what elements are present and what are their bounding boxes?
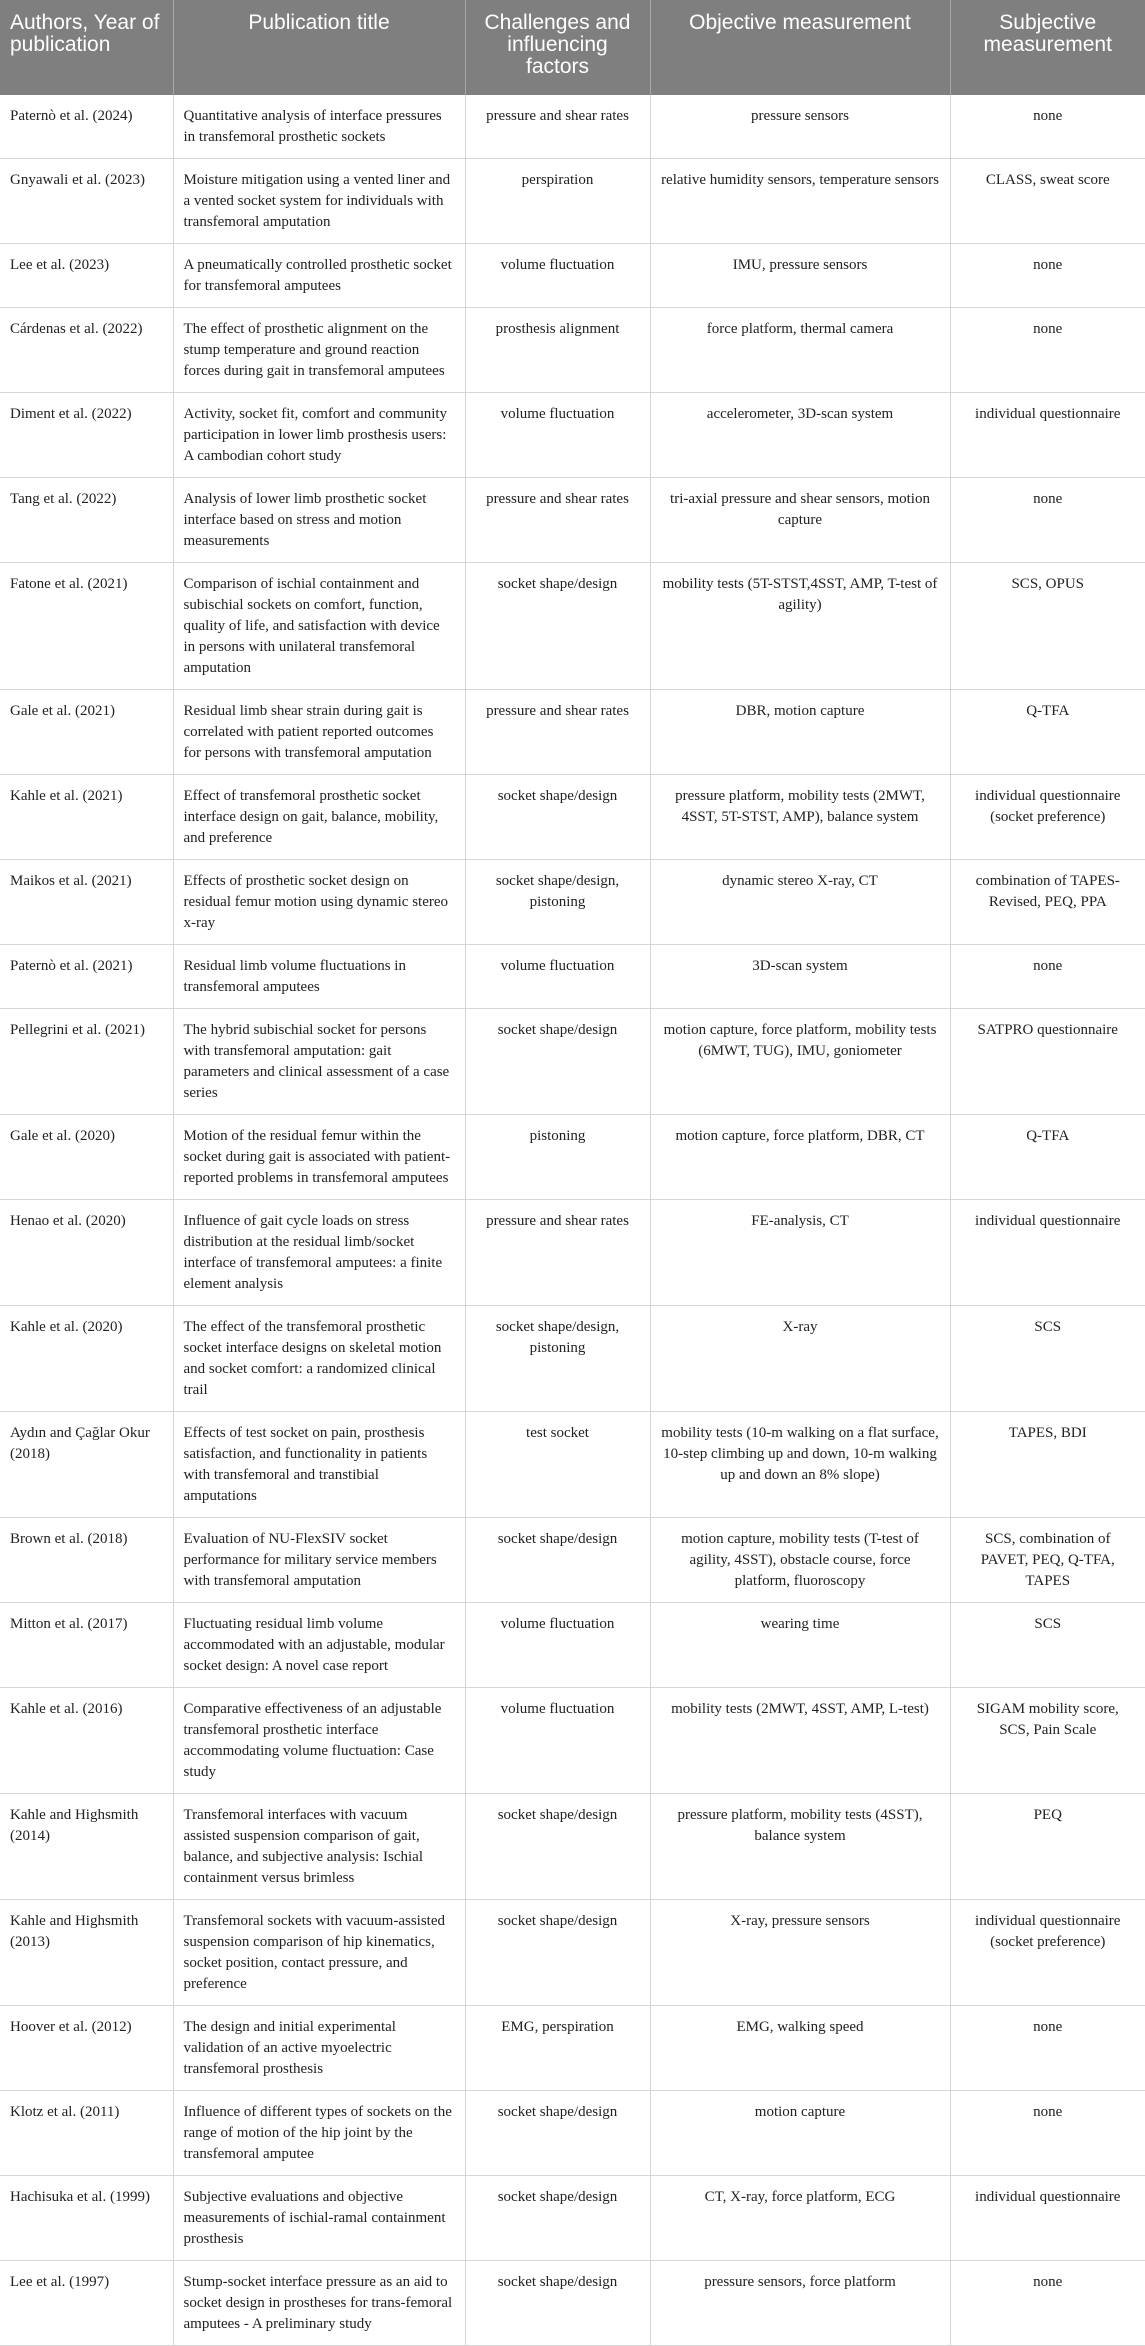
subjective-cell: CLASS, sweat score <box>950 159 1145 244</box>
challenges-cell: socket shape/design <box>465 1794 650 1900</box>
title-cell: The design and initial experimental validation of an active myoelectric transfemoral prosthesis <box>173 2006 465 2091</box>
title-cell: The effect of the transfemoral prosthetic socket interface designs on skeletal motion and socket comfort: a randomized clinical trail <box>173 1306 465 1412</box>
objective-cell: 3D-scan system <box>650 945 950 1009</box>
title-cell: Motion of the residual femur within the socket during gait is associated with patient-reported problems in transfemoral amputees <box>173 1115 465 1200</box>
title-cell: Transfemoral sockets with vacuum-assisted suspension comparison of hip kinematics, socket position, contact pressure, and preference <box>173 1900 465 2006</box>
title-cell: The effect of prosthetic alignment on the stump temperature and ground reaction forces during gait in transfemoral amputees <box>173 308 465 393</box>
table-body <box>0 95 1145 2346</box>
objective-cell: pressure sensors, force platform <box>650 2261 950 2346</box>
header-objective-measurement: Objective measurement <box>650 0 950 95</box>
challenges-cell: volume fluctuation <box>465 945 650 1009</box>
authors-year-cell: Gale et al. (2021) <box>0 690 173 775</box>
challenges-cell: socket shape/design <box>465 563 650 690</box>
table-row <box>0 393 1145 478</box>
objective-cell: motion capture, force platform, DBR, CT <box>650 1115 950 1200</box>
title-cell: Residual limb volume fluctuations in transfemoral amputees <box>173 945 465 1009</box>
authors-year-cell: Brown et al. (2018) <box>0 1518 173 1603</box>
subjective-cell: none <box>950 308 1145 393</box>
title-cell: Quantitative analysis of interface pressures in transfemoral prosthetic sockets <box>173 95 465 159</box>
subjective-cell: none <box>950 244 1145 308</box>
table-row <box>0 478 1145 563</box>
table-row <box>0 1412 1145 1518</box>
challenges-cell: volume fluctuation <box>465 1603 650 1688</box>
authors-year-cell: Tang et al. (2022) <box>0 478 173 563</box>
title-cell: Influence of different types of sockets on the range of motion of the hip joint by the transfemoral amputee <box>173 2091 465 2176</box>
challenges-cell: socket shape/design <box>465 2261 650 2346</box>
objective-cell: FE-analysis, CT <box>650 1200 950 1306</box>
authors-year-cell: Kahle and Highsmith (2014) <box>0 1794 173 1900</box>
title-cell: Comparative effectiveness of an adjustable transfemoral prosthetic interface accommodating volume fluctuation: Case study <box>173 1688 465 1794</box>
authors-year-cell: Pellegrini et al. (2021) <box>0 1009 173 1115</box>
objective-cell: X-ray, pressure sensors <box>650 1900 950 2006</box>
table-row <box>0 1900 1145 2006</box>
authors-year-cell: Diment et al. (2022) <box>0 393 173 478</box>
table-row <box>0 159 1145 244</box>
authors-year-cell: Henao et al. (2020) <box>0 1200 173 1306</box>
challenges-cell: volume fluctuation <box>465 244 650 308</box>
subjective-cell: SCS <box>950 1306 1145 1412</box>
objective-cell: wearing time <box>650 1603 950 1688</box>
title-cell: Analysis of lower limb prosthetic socket interface based on stress and motion measurements <box>173 478 465 563</box>
challenges-cell: socket shape/design <box>465 2091 650 2176</box>
table-row <box>0 690 1145 775</box>
challenges-cell: pressure and shear rates <box>465 95 650 159</box>
subjective-cell: individual questionnaire <box>950 1200 1145 1306</box>
subjective-cell: individual questionnaire (socket preference) <box>950 775 1145 860</box>
authors-year-cell: Cárdenas et al. (2022) <box>0 308 173 393</box>
authors-year-cell: Fatone et al. (2021) <box>0 563 173 690</box>
objective-cell: mobility tests (2MWT, 4SST, AMP, L-test) <box>650 1688 950 1794</box>
table-row <box>0 95 1145 159</box>
subjective-cell: SCS, combination of PAVET, PEQ, Q-TFA, TAPES <box>950 1518 1145 1603</box>
authors-year-cell: Lee et al. (2023) <box>0 244 173 308</box>
table-row <box>0 1115 1145 1200</box>
title-cell: Effects of test socket on pain, prosthesis satisfaction, and functionality in patients with transfemoral and transtibial amputations <box>173 1412 465 1518</box>
challenges-cell: socket shape/design, pistoning <box>465 1306 650 1412</box>
authors-year-cell: Kahle et al. (2021) <box>0 775 173 860</box>
table-row <box>0 945 1145 1009</box>
challenges-cell: pressure and shear rates <box>465 690 650 775</box>
challenges-cell: EMG, perspiration <box>465 2006 650 2091</box>
title-cell: Fluctuating residual limb volume accommodated with an adjustable, modular socket design: A novel case report <box>173 1603 465 1688</box>
subjective-cell: combination of TAPES-Revised, PEQ, PPA <box>950 860 1145 945</box>
subjective-cell: SCS <box>950 1603 1145 1688</box>
header-subjective-measurement: Subjective measurement <box>950 0 1145 95</box>
table-row <box>0 1518 1145 1603</box>
challenges-cell: volume fluctuation <box>465 1688 650 1794</box>
authors-year-cell: Hachisuka et al. (1999) <box>0 2176 173 2261</box>
title-cell: Activity, socket fit, comfort and community participation in lower limb prosthesis users: A cambodian cohort study <box>173 393 465 478</box>
table-row <box>0 860 1145 945</box>
subjective-cell: individual questionnaire <box>950 393 1145 478</box>
subjective-cell: none <box>950 478 1145 563</box>
challenges-cell: socket shape/design <box>465 2176 650 2261</box>
challenges-cell: socket shape/design <box>465 1518 650 1603</box>
subjective-cell: none <box>950 2091 1145 2176</box>
objective-cell: EMG, walking speed <box>650 2006 950 2091</box>
table-row <box>0 1688 1145 1794</box>
title-cell: Transfemoral interfaces with vacuum assisted suspension comparison of gait, balance, and subjective analysis: Ischial containment versus brimless <box>173 1794 465 1900</box>
challenges-cell: pressure and shear rates <box>465 1200 650 1306</box>
objective-cell: pressure platform, mobility tests (2MWT, 4SST, 5T-STST, AMP), balance system <box>650 775 950 860</box>
challenges-cell: socket shape/design, pistoning <box>465 860 650 945</box>
subjective-cell: none <box>950 945 1145 1009</box>
objective-cell: DBR, motion capture <box>650 690 950 775</box>
challenges-cell: socket shape/design <box>465 1900 650 2006</box>
objective-cell: mobility tests (5T-STST,4SST, AMP, T-test of agility) <box>650 563 950 690</box>
title-cell: Evaluation of NU-FlexSIV socket performance for military service members with transfemoral amputation <box>173 1518 465 1603</box>
objective-cell: tri-axial pressure and shear sensors, motion capture <box>650 478 950 563</box>
table-row <box>0 2261 1145 2346</box>
title-cell: Moisture mitigation using a vented liner and a vented socket system for individuals with transfemoral amputation <box>173 159 465 244</box>
challenges-cell: perspiration <box>465 159 650 244</box>
objective-cell: motion capture, mobility tests (T-test of agility, 4SST), obstacle course, force platform, fluoroscopy <box>650 1518 950 1603</box>
challenges-cell: prosthesis alignment <box>465 308 650 393</box>
table-row <box>0 1794 1145 1900</box>
objective-cell: mobility tests (10-m walking on a flat surface, 10-step climbing up and down, 10-m walking up and down an 8% slope) <box>650 1412 950 1518</box>
header-row <box>0 0 1145 95</box>
table-row <box>0 775 1145 860</box>
authors-year-cell: Paternò et al. (2024) <box>0 95 173 159</box>
table-row <box>0 308 1145 393</box>
objective-cell: motion capture, force platform, mobility tests (6MWT, TUG), IMU, goniometer <box>650 1009 950 1115</box>
authors-year-cell: Kahle et al. (2020) <box>0 1306 173 1412</box>
objective-cell: force platform, thermal camera <box>650 308 950 393</box>
table-row <box>0 1306 1145 1412</box>
title-cell: Effect of transfemoral prosthetic socket interface design on gait, balance, mobility, and preference <box>173 775 465 860</box>
objective-cell: relative humidity sensors, temperature sensors <box>650 159 950 244</box>
subjective-cell: individual questionnaire (socket preference) <box>950 1900 1145 2006</box>
challenges-cell: pistoning <box>465 1115 650 1200</box>
subjective-cell: SIGAM mobility score, SCS, Pain Scale <box>950 1688 1145 1794</box>
table-row <box>0 2091 1145 2176</box>
objective-cell: accelerometer, 3D-scan system <box>650 393 950 478</box>
table-row <box>0 1009 1145 1115</box>
title-cell: The hybrid subischial socket for persons with transfemoral amputation: gait parameters and clinical assessment of a case series <box>173 1009 465 1115</box>
header-publication-title: Publication title <box>173 0 465 95</box>
challenges-cell: volume fluctuation <box>465 393 650 478</box>
title-cell: Comparison of ischial containment and subischial sockets on comfort, function, quality of life, and satisfaction with device in persons with unilateral transfemoral amputation <box>173 563 465 690</box>
title-cell: Effects of prosthetic socket design on residual femur motion using dynamic stereo x-ray <box>173 860 465 945</box>
table-row <box>0 2176 1145 2261</box>
authors-year-cell: Hoover et al. (2012) <box>0 2006 173 2091</box>
table-row <box>0 1200 1145 1306</box>
subjective-cell: PEQ <box>950 1794 1145 1900</box>
subjective-cell: none <box>950 2261 1145 2346</box>
authors-year-cell: Kahle et al. (2016) <box>0 1688 173 1794</box>
subjective-cell: Q-TFA <box>950 690 1145 775</box>
title-cell: Influence of gait cycle loads on stress distribution at the residual limb/socket interface of transfemoral amputees: a finite element analysis <box>173 1200 465 1306</box>
challenges-cell: pressure and shear rates <box>465 478 650 563</box>
authors-year-cell: Paternò et al. (2021) <box>0 945 173 1009</box>
authors-year-cell: Mitton et al. (2017) <box>0 1603 173 1688</box>
objective-cell: CT, X-ray, force platform, ECG <box>650 2176 950 2261</box>
challenges-cell: test socket <box>465 1412 650 1518</box>
challenges-cell: socket shape/design <box>465 1009 650 1115</box>
table-row <box>0 563 1145 690</box>
objective-cell: X-ray <box>650 1306 950 1412</box>
authors-year-cell: Gnyawali et al. (2023) <box>0 159 173 244</box>
objective-cell: motion capture <box>650 2091 950 2176</box>
objective-cell: IMU, pressure sensors <box>650 244 950 308</box>
table-row <box>0 2006 1145 2091</box>
title-cell: Subjective evaluations and objective measurements of ischial-ramal containment prosthesis <box>173 2176 465 2261</box>
title-cell: Residual limb shear strain during gait is correlated with patient reported outcomes for persons with transfemoral amputation <box>173 690 465 775</box>
authors-year-cell: Klotz et al. (2011) <box>0 2091 173 2176</box>
subjective-cell: individual questionnaire <box>950 2176 1145 2261</box>
subjective-cell: Q-TFA <box>950 1115 1145 1200</box>
subjective-cell: none <box>950 2006 1145 2091</box>
objective-cell: pressure platform, mobility tests (4SST), balance system <box>650 1794 950 1900</box>
objective-cell: dynamic stereo X-ray, CT <box>650 860 950 945</box>
title-cell: Stump-socket interface pressure as an aid to socket design in prostheses for trans-femoral amputees - A preliminary study <box>173 2261 465 2346</box>
authors-year-cell: Maikos et al. (2021) <box>0 860 173 945</box>
table-row <box>0 1603 1145 1688</box>
table-header <box>0 0 1145 95</box>
subjective-cell: none <box>950 95 1145 159</box>
authors-year-cell: Lee et al. (1997) <box>0 2261 173 2346</box>
objective-cell: pressure sensors <box>650 95 950 159</box>
subjective-cell: TAPES, BDI <box>950 1412 1145 1518</box>
title-cell: A pneumatically controlled prosthetic socket for transfemoral amputees <box>173 244 465 308</box>
header-authors-year: Authors, Year of publication <box>0 0 173 95</box>
authors-year-cell: Gale et al. (2020) <box>0 1115 173 1200</box>
subjective-cell: SCS, OPUS <box>950 563 1145 690</box>
authors-year-cell: Aydın and Çağlar Okur (2018) <box>0 1412 173 1518</box>
challenges-cell: socket shape/design <box>465 775 650 860</box>
subjective-cell: SATPRO questionnaire <box>950 1009 1145 1115</box>
table-row <box>0 244 1145 308</box>
header-challenges-factors: Challenges and influencing factors <box>465 0 650 95</box>
authors-year-cell: Kahle and Highsmith (2013) <box>0 1900 173 2006</box>
